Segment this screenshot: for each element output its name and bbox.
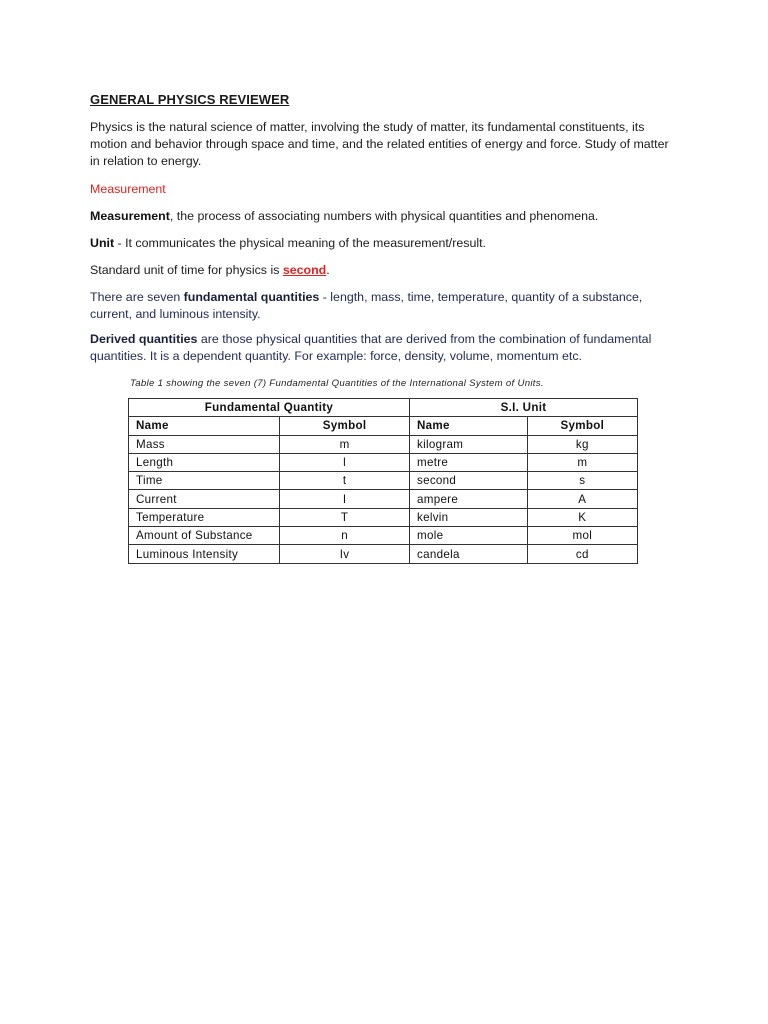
derived-def: are those physical quantities that are derived from the combination of fundamental quantities. It is a dependent quantity. For example: force, density, volume, momentum etc. xyxy=(90,332,652,363)
quantity-name: Mass xyxy=(129,435,280,453)
quantity-name: Length xyxy=(129,453,280,471)
fundamental-pre: There are seven xyxy=(90,290,184,304)
standard-unit-value: second xyxy=(282,263,327,277)
quantity-symbol: t xyxy=(280,472,410,490)
group-header-fundamental: Fundamental Quantity xyxy=(129,399,410,417)
table-row xyxy=(129,472,638,490)
si-units-table xyxy=(128,398,638,564)
quantity-symbol: l xyxy=(280,453,410,471)
quantity-name: Temperature xyxy=(129,508,280,526)
unit-def-text: - It communicates the physical meaning of the measurement/result. xyxy=(114,236,486,250)
standard-unit-text: Standard unit of time for physics is xyxy=(90,263,283,277)
derived-quantities-paragraph xyxy=(90,331,680,365)
quantity-name: Current xyxy=(129,490,280,508)
quantity-symbol: m xyxy=(280,435,410,453)
measurement-definition xyxy=(90,208,680,225)
unit-name: mole xyxy=(409,527,527,545)
unit-name: ampere xyxy=(409,490,527,508)
quantity-symbol: Iv xyxy=(280,545,410,563)
table-row xyxy=(129,490,638,508)
measurement-def-text: , the process of associating numbers with physical quantities and phenomena. xyxy=(169,209,599,223)
unit-symbol: s xyxy=(527,472,637,490)
table-row xyxy=(129,527,638,545)
table-caption: Table 1 showing the seven (7) Fundamental Quantities of the International System of Units. xyxy=(130,378,544,389)
sub-header-unit-symbol: Symbol xyxy=(527,417,637,435)
unit-symbol: A xyxy=(527,490,637,508)
standard-unit-sentence xyxy=(90,262,680,279)
group-header-si-unit: S.I. Unit xyxy=(409,399,637,417)
unit-symbol: m xyxy=(527,453,637,471)
measurement-term: Measurement xyxy=(90,209,170,223)
table-row xyxy=(129,545,638,563)
unit-symbol: K xyxy=(527,508,637,526)
quantity-symbol: n xyxy=(280,527,410,545)
quantity-symbol: T xyxy=(280,508,410,526)
unit-symbol: mol xyxy=(527,527,637,545)
sub-header-name: Name xyxy=(129,417,280,435)
quantity-name: Amount of Substance xyxy=(129,527,280,545)
unit-name: kilogram xyxy=(409,435,527,453)
unit-name: kelvin xyxy=(409,508,527,526)
unit-name: metre xyxy=(409,453,527,471)
unit-symbol: kg xyxy=(527,435,637,453)
quantity-name: Luminous Intensity xyxy=(129,545,280,563)
unit-symbol: cd xyxy=(527,545,637,563)
derived-term: Derived quantities xyxy=(90,332,198,346)
quantity-name: Time xyxy=(129,472,280,490)
sub-header-symbol: Symbol xyxy=(280,417,410,435)
fundamental-def: - length, mass, time, temperature, quantity of a substance, current, and luminous intensity. xyxy=(90,290,643,321)
unit-term: Unit xyxy=(90,236,115,250)
standard-unit-end: . xyxy=(326,263,330,277)
quantity-symbol: I xyxy=(280,490,410,508)
section-heading-measurement: Measurement xyxy=(90,182,166,196)
page-title: GENERAL PHYSICS REVIEWER xyxy=(90,92,290,107)
fundamental-quantities-paragraph xyxy=(90,289,680,323)
table-row xyxy=(129,435,638,453)
unit-name: second xyxy=(409,472,527,490)
fundamental-term: fundamental quantities xyxy=(183,290,320,304)
unit-name: candela xyxy=(409,545,527,563)
sub-header-unit-name: Name xyxy=(409,417,527,435)
table-row xyxy=(129,453,638,471)
unit-definition xyxy=(90,235,680,252)
intro-paragraph: Physics is the natural science of matter, involving the study of matter, its fundamental constituents, its motion and behavior through space and time, and the related entities of energy and force. Study of matter in relation to energy. xyxy=(90,120,669,168)
table-group-header-row xyxy=(129,399,638,417)
table-sub-header-row xyxy=(129,417,638,435)
table-row xyxy=(129,508,638,526)
